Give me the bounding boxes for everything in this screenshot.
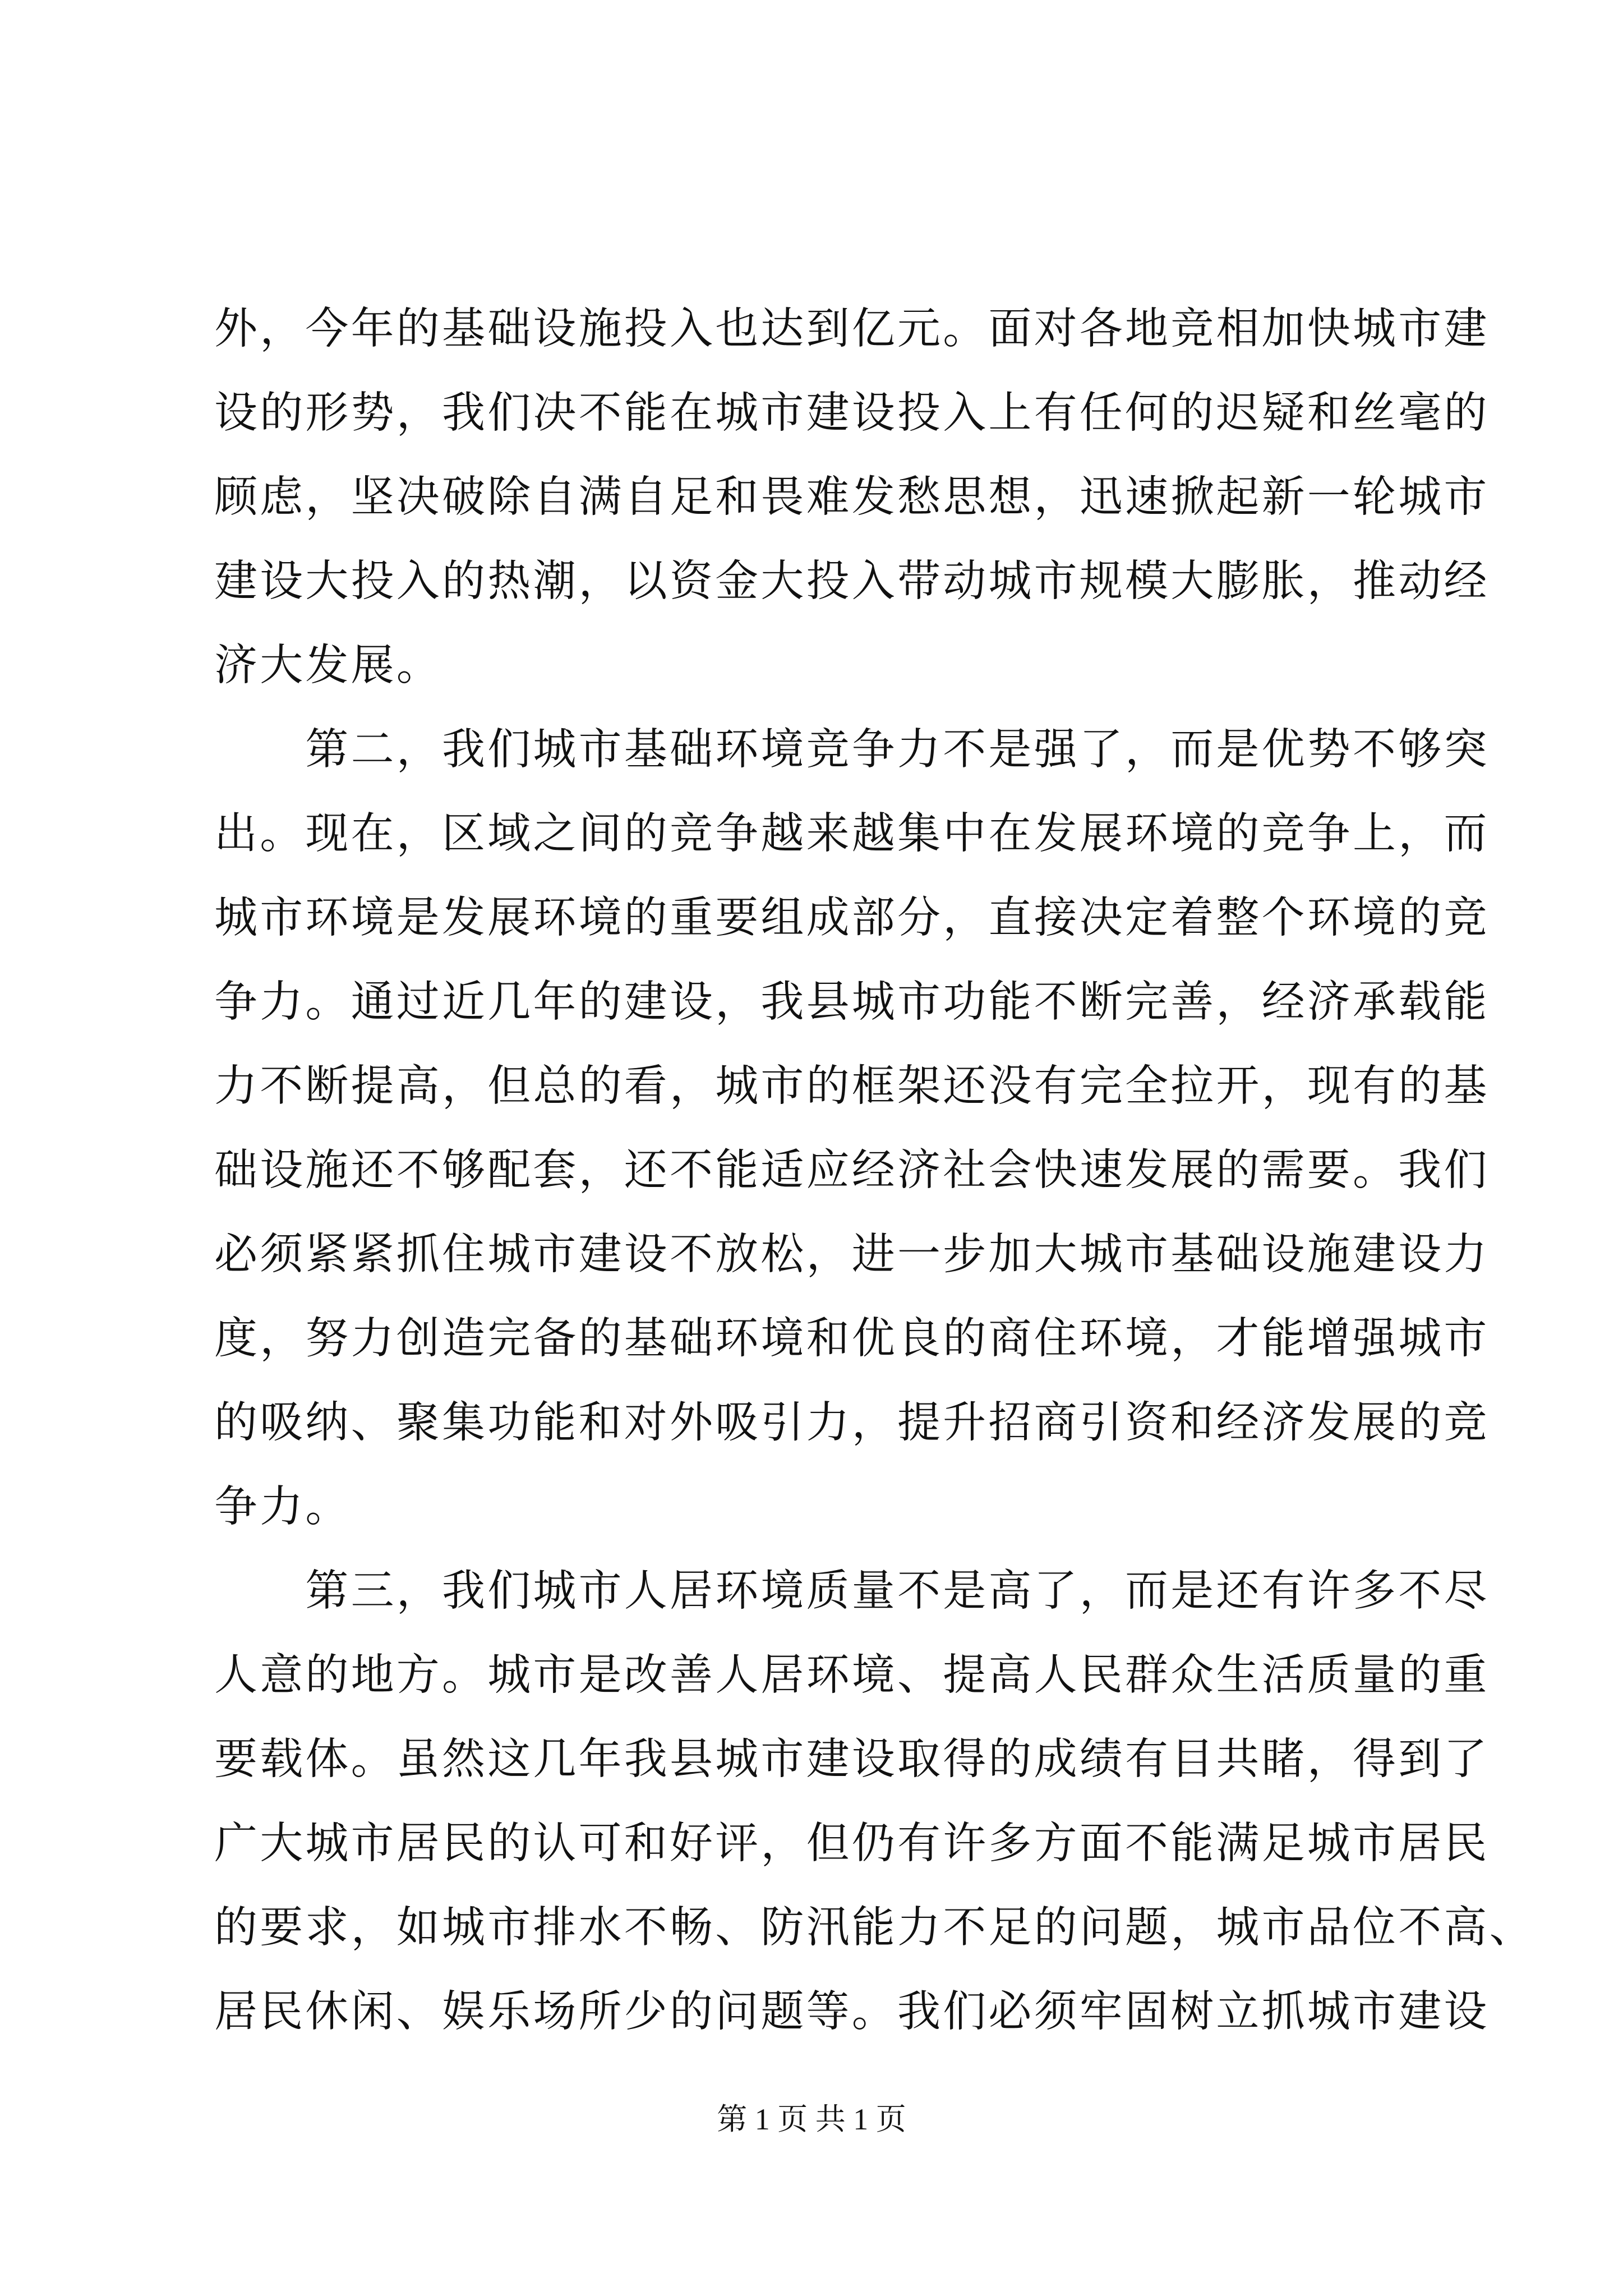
text-line: 必须紧紧抓住城市建设不放松，进一步加大城市基础设施建设力: [214, 1230, 1490, 1280]
page-number-label: 第 1 页 共 1 页: [717, 2102, 906, 2136]
text-line: 第二，我们城市基础环境竞争力不是强了，而是优势不够突: [214, 725, 1490, 775]
text-line: 人意的地方。城市是改善人居环境、提高人民群众生活质量的重: [214, 1650, 1490, 1700]
text-line: 力不断提高，但总的看，城市的框架还没有完全拉开，现有的基: [214, 1061, 1490, 1111]
text-line: 出。现在，区域之间的竞争越来越集中在发展环境的竞争上，而: [214, 809, 1490, 859]
text-line: 度，努力创造完备的基础环境和优良的商住环境，才能增强城市: [214, 1314, 1490, 1364]
text-line: 的吸纳、聚集功能和对外吸引力，提升招商引资和经济发展的竞: [214, 1398, 1490, 1448]
text-line: 外，今年的基础设施投入也达到亿元。面对各地竞相加快城市建: [214, 304, 1490, 354]
text-line: 居民休闲、娱乐场所少的问题等。我们必须牢固树立抓城市建设: [214, 1987, 1490, 2037]
body-text: [214, 287, 1535, 2054]
text-line: 顾虑，坚决破除自满自足和畏难发愁思想，迅速掀起新一轮城市: [214, 472, 1490, 522]
text-line: 济大发展。: [214, 641, 442, 691]
text-line: 要载体。虽然这几年我县城市建设取得的成绩有目共睹，得到了: [214, 1734, 1490, 1784]
text-line: 广大城市居民的认可和好评，但仍有许多方面不能满足城市居民: [214, 1819, 1490, 1869]
text-line: 础设施还不够配套，还不能适应经济社会快速发展的需要。我们: [214, 1145, 1490, 1195]
text-line: 设的形势，我们决不能在城市建设投入上有任何的迟疑和丝毫的: [214, 388, 1490, 438]
text-line: 城市环境是发展环境的重要组成部分，直接决定着整个环境的竞: [214, 893, 1490, 943]
text-line: 争力。通过近几年的建设，我县城市功能不断完善，经济承载能: [214, 977, 1490, 1027]
text-line: 建设大投入的热潮，以资金大投入带动城市规模大膨胀，推动经: [214, 556, 1490, 606]
text-line: 争力。: [214, 1482, 351, 1532]
text-line: 第三，我们城市人居环境质量不是高了，而是还有许多不尽: [214, 1566, 1490, 1616]
text-line: 的要求，如城市排水不畅、防汛能力不足的问题，城市品位不高、: [214, 1903, 1535, 1953]
page-footer: [0, 2097, 1623, 2142]
